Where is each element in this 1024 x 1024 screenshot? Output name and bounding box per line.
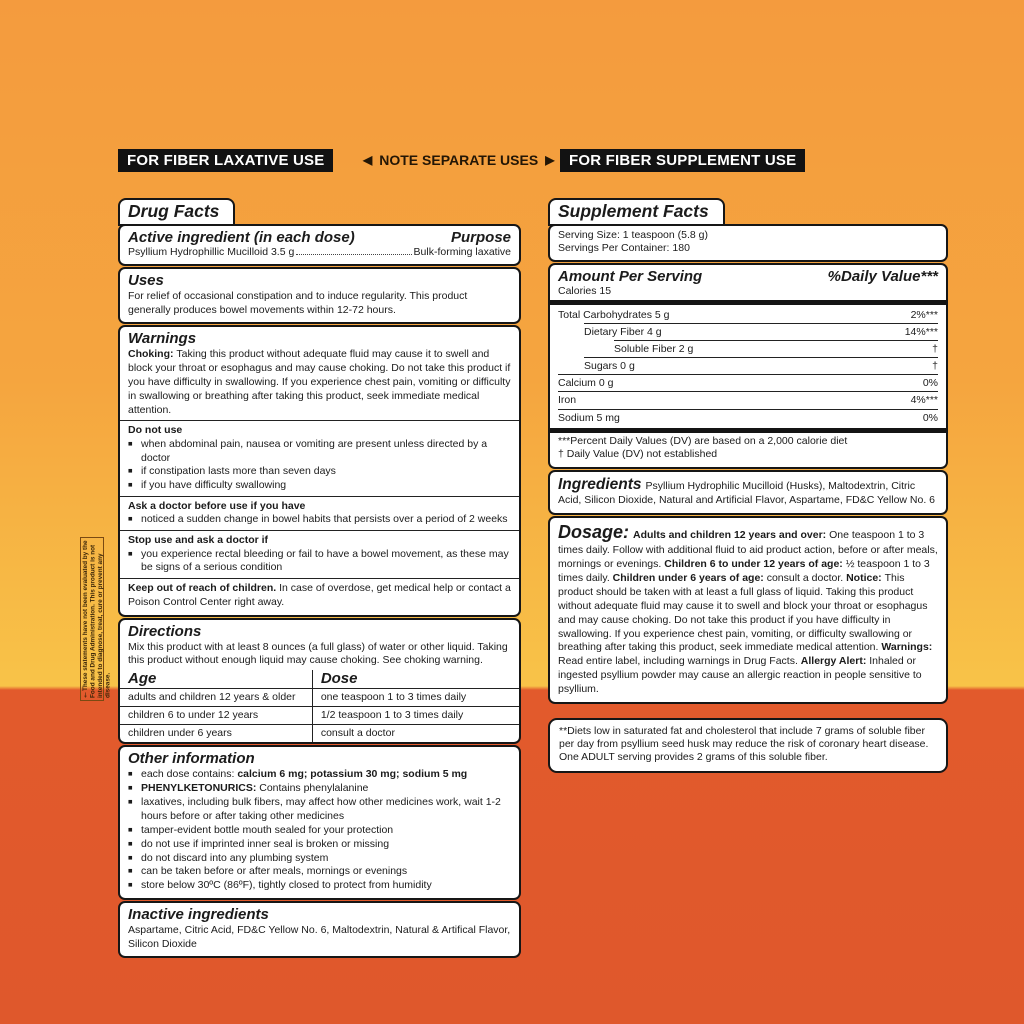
nutrient-label: Sugars 0 g	[584, 360, 635, 373]
nutrient-label: Soluble Fiber 2 g	[614, 343, 694, 356]
nutrient-value: †	[932, 360, 938, 373]
directions-title: Directions	[128, 622, 202, 640]
note-separate-uses-label: NOTE SEPARATE USES	[379, 152, 539, 168]
uses-body: For relief of occasional constipation and to induce regularity. This product generally produces bowel movements within 12-72 hours.	[128, 290, 468, 316]
other-info-bullet: ■ laxatives, including bulk fibers, may affect how other medicines work, wait 1-2 hours before or after taking other medicines	[128, 796, 511, 824]
ingredients-title: Ingredients	[558, 475, 642, 493]
header-fiber-supplement-use: FOR FIBER SUPPLEMENT USE	[560, 149, 805, 172]
nutrition-row	[558, 374, 938, 391]
nutrient-value: 0%	[922, 411, 938, 424]
dose-column-header: Dose	[312, 670, 519, 688]
dose-cell: 1/2 teaspoon 1 to 3 times daily	[312, 706, 519, 724]
divider	[120, 578, 519, 579]
nutrient-label: Iron	[558, 394, 577, 407]
dotted-leader	[296, 254, 411, 255]
header-note-separate-uses	[363, 152, 555, 168]
age-column-header: Age	[128, 670, 157, 688]
nutrition-row	[558, 307, 938, 323]
amount-per-serving-heading: Amount Per Serving	[558, 267, 703, 285]
ingredients-body: Psyllium Hydrophilic Mucilloid (Husks), Maltodextrin, Citric Acid, Silicon Dioxide, Natural and Artificial Flavor, Aspartame, FD&C Yellow No. 6	[558, 479, 936, 507]
inactive-ingredients-title: Inactive ingredients	[128, 906, 269, 924]
calories-line: Calories 15	[558, 284, 612, 297]
nutrient-value: 0%	[922, 377, 938, 390]
arrow-left-icon: ◀	[363, 153, 373, 167]
other-info-bullet: ■ can be taken before or after meals, mornings or evenings	[128, 865, 511, 879]
do-not-use-bullet: ■ when abdominal pain, nausea or vomiting are present unless directed by a doctor	[128, 438, 511, 465]
soluble-fiber-footnote: **Diets low in saturated fat and cholesterol that include 7 grams of soluble fiber per day from psyllium seed husk may reduce the risk of coronary heart disease. One ADULT serving provides 2 grams of this soluble fiber.	[559, 724, 929, 764]
ask-doctor-heading: Ask a doctor before use if you have	[128, 499, 306, 512]
directions-section	[118, 618, 521, 745]
divider	[120, 530, 519, 531]
nutrient-value: 2%***	[910, 309, 938, 322]
nutrition-row	[614, 340, 938, 357]
do-not-use-heading: Do not use	[128, 424, 183, 437]
stop-use-heading: Stop use and ask a doctor if	[128, 533, 269, 546]
dose-cell: consult a doctor	[312, 724, 519, 742]
nutrient-label: Dietary Fiber 4 g	[584, 326, 662, 339]
ingredients-section	[548, 470, 948, 515]
age-cell: adults and children 12 years & older	[120, 688, 312, 706]
inactive-ingredients-section	[118, 901, 521, 958]
dv-not-established-footnote: † Daily Value (DV) not established	[558, 448, 718, 461]
purpose-heading: Purpose	[450, 228, 511, 246]
do-not-use-bullet: ■ if constipation lasts more than seven days	[128, 465, 511, 479]
other-info-bullet: ■ store below 30ºC (86ºF), tightly closed to protect from humidity	[128, 879, 511, 893]
other-info-bullet: ■ PHENYLKETONURICS: Contains phenylalanine	[128, 782, 511, 796]
age-cell: children 6 to under 12 years	[120, 706, 312, 724]
nutrition-row	[584, 323, 938, 340]
other-info-bullet: ■ tamper-evident bottle mouth sealed for your protection	[128, 824, 511, 838]
nutrient-label: Total Carbohydrates 5 g	[558, 309, 670, 322]
nutrient-label: Calcium 0 g	[558, 377, 614, 390]
drug-facts-title-tab: Drug Facts	[118, 198, 235, 226]
nutrition-facts-section	[548, 263, 948, 469]
other-info-bullet: ■ each dose contains: calcium 6 mg; potassium 30 mg; sodium 5 mg	[128, 768, 511, 782]
inactive-ingredients-body: Aspartame, Citric Acid, FD&C Yellow No. 6, Maltodextrin, Natural & Artifical Flavor, Silicon Dioxide	[128, 924, 511, 950]
nutrient-label: Sodium 5 mg	[558, 411, 620, 424]
ask-doctor-bullet: ■ noticed a sudden change in bowel habits that persists over a period of 2 weeks	[128, 513, 511, 527]
active-ingredient-purpose: Bulk-forming laxative	[413, 245, 511, 258]
soluble-fiber-footnote-box	[548, 718, 948, 774]
stop-use-bullet: ■ you experience rectal bleeding or fail to have a bowel movement, as these may be signs of a serious condition	[128, 548, 511, 575]
warnings-section	[118, 325, 521, 617]
active-ingredient-name: Psyllium Hydrophillic Mucilloid 3.5 g	[128, 245, 295, 258]
dosage-body: Adults and children 12 years and over: One teaspoon 1 to 3 times daily. Follow with additional fluid to aid product action, before or after meals, mornings or evenings. Children 6 to under 12 years of age: ½ teaspoon 1 to 3 times daily. Children under 6 years of age: consult a doctor. Notice: This product should be taken with at least a full glass of liquid. Taking this product without adequate fluid may cause it to swell and block your throat or esophagus and may cause choking. Do not take this product if you have difficulty in swallowing. If you experience chest pain, vomiting, or difficulty swallowing or breathing after taking this product, seek immediate medical attention. Warnings: Read entire label, including warnings in Drug Facts. Allergy Alert: Inhaled or ingested psyllium powder may cause an allergic reaction in people sensitive to psyllium.	[558, 528, 938, 695]
dosage-title: Dosage:	[558, 521, 630, 542]
keep-out-of-reach-paragraph: Keep out of reach of children. In case of overdose, get medical help or contact a Poison Control Center right away.	[128, 581, 511, 608]
supplement-facts-title-tab: Supplement Facts	[548, 198, 725, 226]
do-not-use-bullet: ■ if you have difficulty swallowing	[128, 479, 511, 493]
other-info-bullet: ■ do not discard into any plumbing system	[128, 852, 511, 866]
serving-info-section	[548, 224, 948, 262]
warnings-title: Warnings	[128, 329, 197, 347]
daily-value-heading: %Daily Value***	[827, 267, 938, 285]
nutrient-value: 4%***	[910, 394, 938, 407]
nutrition-row	[558, 391, 938, 408]
active-ingredient-heading: Active ingredient (in each dose)	[128, 228, 355, 246]
nutrient-value: 14%***	[904, 326, 938, 339]
directions-body: Mix this product with at least 8 ounces (a full glass) of water or other liquid. Taking this product without enough liquid may cause choking. See choking warning.	[128, 640, 508, 666]
nutrition-row	[584, 357, 938, 374]
uses-section	[118, 267, 521, 324]
nutrition-row	[558, 409, 938, 426]
arrow-right-icon: ▶	[545, 153, 555, 167]
serving-size: Serving Size: 1 teaspoon (5.8 g)	[558, 228, 709, 241]
age-dose-table	[120, 670, 519, 742]
thick-divider	[550, 300, 946, 305]
percent-dv-footnote: ***Percent Daily Values (DV) are based on a 2,000 calorie diet	[558, 434, 848, 447]
dose-cell: one teaspoon 1 to 3 times daily	[312, 688, 519, 706]
header-fiber-laxative-use: FOR FIBER LAXATIVE USE	[118, 149, 333, 172]
other-information-title: Other information	[128, 750, 255, 768]
thick-divider	[550, 428, 946, 433]
age-cell: children under 6 years	[120, 724, 312, 742]
servings-per-container: Servings Per Container: 180	[558, 241, 690, 254]
warnings-choking-paragraph: Choking: Taking this product without adequate fluid may cause it to swell and block your throat or esophagus and may cause choking. Do not take this product if you have difficulty in swallowing. If you experience chest pain, vomiting or difficulty in swallowing or breathing after taking this product, seek immediate medical attention.	[128, 348, 511, 416]
nutrient-value: †	[932, 343, 938, 356]
other-info-bullet: ■ do not use if imprinted inner seal is broken or missing	[128, 838, 511, 852]
divider	[120, 496, 519, 497]
fda-disclaimer-vertical: †These statements have not been evaluated by the Food and Drug Administration. This product is not intended to diagnose, treat, cure or prevent any disease.	[80, 537, 104, 701]
supplement-facts-panel	[548, 198, 948, 773]
drug-facts-panel	[118, 198, 521, 958]
active-ingredient-section	[118, 224, 521, 267]
divider	[120, 420, 519, 421]
uses-title: Uses	[128, 272, 164, 290]
dosage-section	[548, 516, 948, 704]
other-information-section	[118, 745, 521, 900]
